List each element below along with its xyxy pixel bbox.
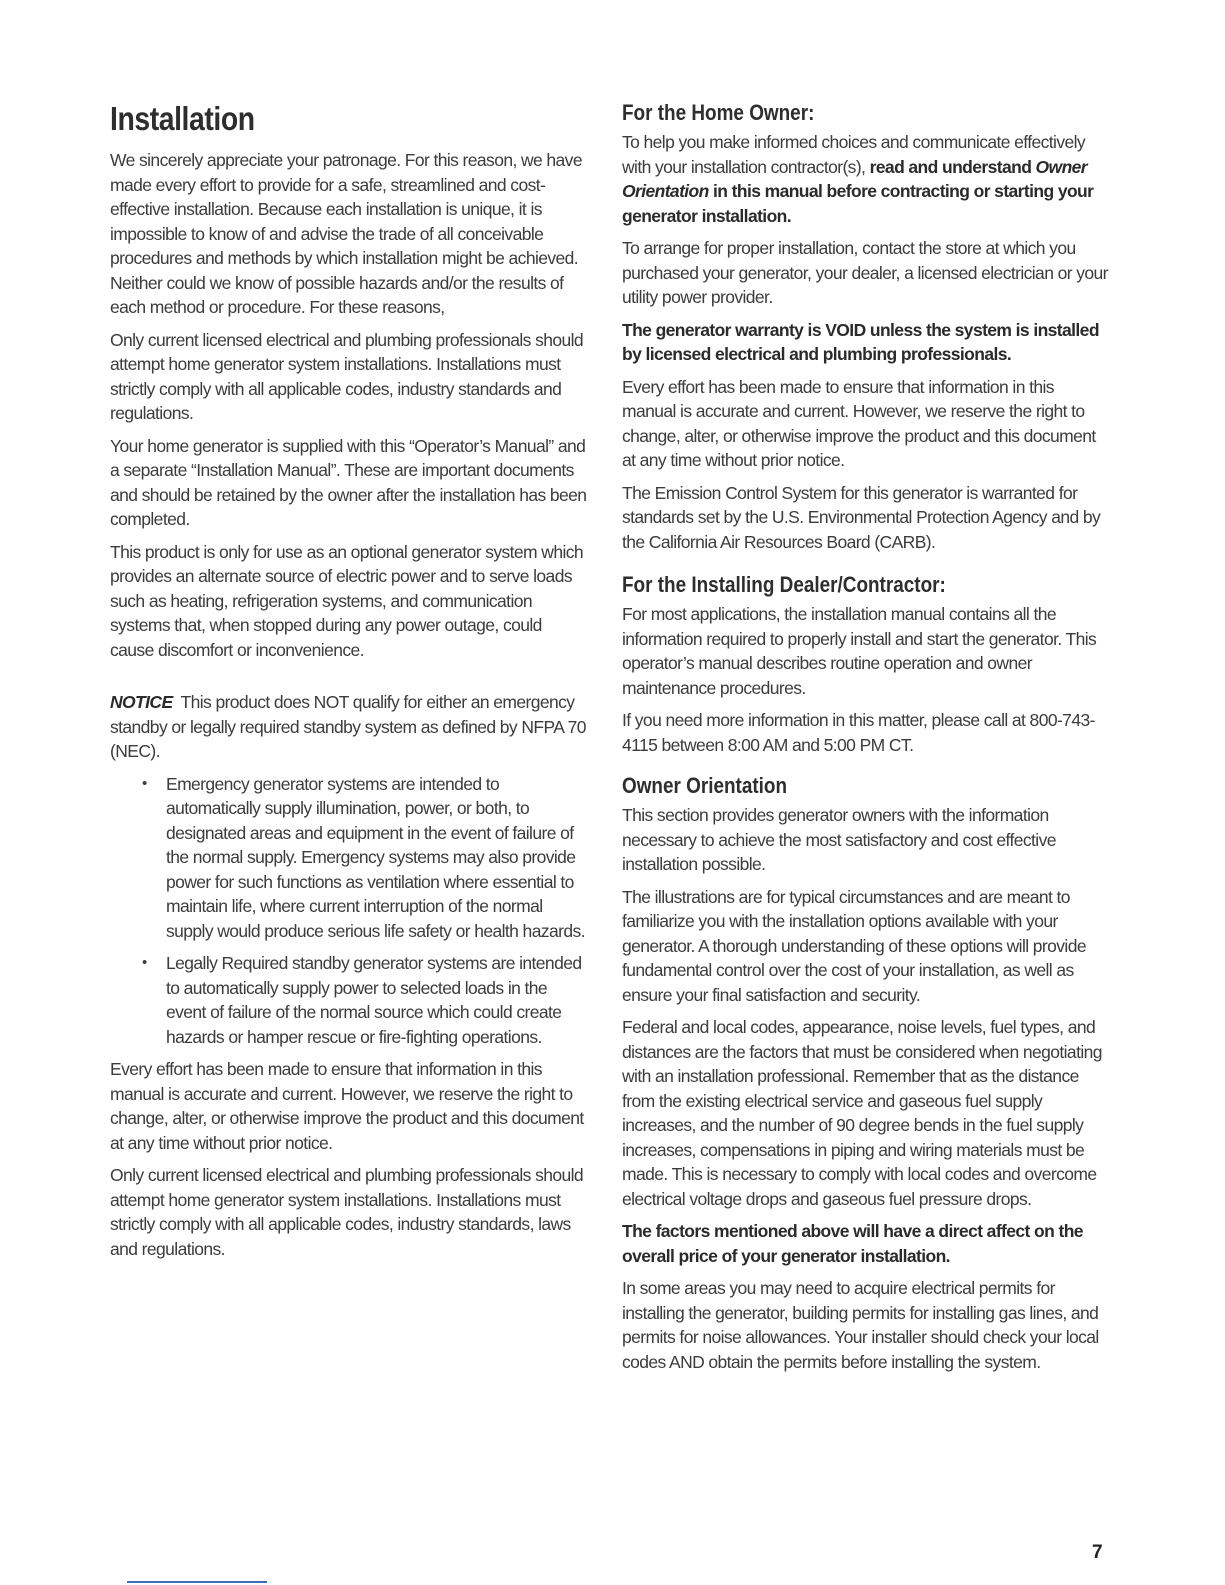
permits-paragraph: In some areas you may need to acquire electrical permits for installing the generator, building permits for installing gas lines, and permits for noise allowances. Your installer should check your local codes AND obtain the permits before installing the system.	[622, 1278, 1099, 1372]
disclaimer-paragraph: Every effort has been made to ensure that information in this manual is accurate and current. However, we reserve the right to change, alter, or otherwise improve the product and this document at any time without prior notice.	[110, 1059, 584, 1153]
page-title: Installation	[110, 100, 255, 137]
dealer-heading: For the Installing Dealer/Contractor:	[622, 572, 946, 597]
home-owner-paragraph	[622, 130, 1108, 228]
page-number: 7	[1092, 1542, 1103, 1563]
emission-paragraph: The Emission Control System for this generator is warranted for standards set by the U.S. Environmental Protection Agency and by the California Air Resources Board (CARB).	[622, 482, 1101, 552]
manuals-paragraph: Your home generator is supplied with this “Operator’s Manual” and a separate “Installation Manual”. These are important documents and should be retained by the owner after the installation has been completed.	[110, 435, 587, 529]
home-owner-bold-text: read and understand	[869, 156, 1032, 177]
notice-paragraph	[110, 690, 588, 764]
codes-paragraph: Federal and local codes, appearance, noise levels, fuel types, and distances are the factors that must be considered when negotiating with an installation professional. Remember that as the distance from the existing electrical service and gaseous fuel supply increases, and the number of 90 degree bends in the fuel supply increases, compensations in piping and wiring materials must be made. This is necessary to comply with local codes and overcome electrical voltage drops and gaseous fuel pressure drops.	[622, 1017, 1102, 1209]
spacer	[622, 562, 1108, 572]
owner-orientation-ref: Owner Orientation	[622, 156, 1088, 201]
licensed-professionals-paragraph: Only current licensed electrical and plumbing professionals should attempt home generator system installations. Installations must strictly comply with all applicable codes, industry standards and regulations.	[110, 329, 584, 423]
home-owner-heading: For the Home Owner:	[622, 100, 815, 125]
list-item: • Emergency generator systems are intended to automatically supply illumination, power, or both, to designated areas and equipment in the event of failure of the normal supply. Emergency systems may also provide power for such functions as ventilation where essential to maintain life, where current interruption of the normal supply would produce serious life safety or health hazards.	[166, 772, 588, 944]
footer-divider	[127, 1581, 267, 1583]
product-use-paragraph: This product is only for use as an optional generator system which provides an alternate source of electric power and to serve loads such as heating, refrigeration systems, and communication systems that, when stopped during any power outage, could cause discomfort or inconvenience.	[110, 541, 584, 660]
spacer	[110, 670, 588, 690]
notice-text: This product does NOT qualify for either an emergency standby or legally required standby system as defined by NFPA 70 (NEC).	[110, 692, 586, 761]
standby-systems-list	[110, 772, 588, 1050]
orientation-paragraph: This section provides generator owners with the information necessary to achieve the most satisfactory and cost effective installation possible.	[622, 805, 1056, 874]
home-owner-bold-text-2: in this manual before contracting or starting your generator installation.	[622, 181, 1094, 226]
accuracy-paragraph: Every effort has been made to ensure that information in this manual is accurate and current. However, we reserve the right to change, alter, or otherwise improve the product and this document at any time without prior notice.	[622, 376, 1096, 470]
spacer	[622, 765, 1108, 773]
home-owner-text: To help you make informed choices and communicate effectively with your installation contractor(s),	[622, 132, 1086, 177]
compliance-paragraph: Only current licensed electrical and plumbing professionals should attempt home generator system installations. Installations must strictly comply with all applicable codes, industry standards, laws and regulations.	[110, 1165, 584, 1259]
illustrations-paragraph: The illustrations are for typical circumstances and are meant to familiarize you with the installation options available with your generator. A thorough understanding of these options will provide fundamental control over the cost of your installation, as well as ensure your final satisfaction and security.	[622, 886, 1086, 1005]
right-column	[622, 100, 1108, 1382]
contact-paragraph: If you need more information in this matter, please call at 800-743-4115 between 8:00 AM and 5:00 PM CT.	[622, 710, 1095, 755]
owner-orientation-heading: Owner Orientation	[622, 773, 788, 798]
arrange-installation-paragraph: To arrange for proper installation, contact the store at which you purchased your generator, your dealer, a licensed electrician or your utility power provider.	[622, 238, 1108, 307]
price-warning: The factors mentioned above will have a direct affect on the overall price of your generator installation.	[622, 1221, 1083, 1266]
intro-paragraph: We sincerely appreciate your patronage. For this reason, we have made every effort to provide for a safe, streamlined and cost-effective installation. Because each installation is unique, it is impossible to know of and advise the trade of all conceivable procedures and methods by which installation might be achieved. Neither could we know of possible hazards and/or the results of each method or procedure. For these reasons,	[110, 150, 582, 317]
dealer-paragraph: For most applications, the installation manual contains all the information required to properly install and start the generator. This operator’s manual describes routine operation and owner maintenance procedures.	[622, 604, 1097, 698]
left-column	[110, 100, 588, 1269]
warranty-warning: The generator warranty is VOID unless the system is installed by licensed electrical and plumbing professionals.	[622, 319, 1099, 364]
notice-label: NOTICE	[110, 692, 173, 712]
list-item: • Legally Required standby generator systems are intended to automatically supply power to selected loads in the event of failure of the normal source which could create hazards or hamper rescue or fire-fighting operations.	[166, 951, 588, 1049]
